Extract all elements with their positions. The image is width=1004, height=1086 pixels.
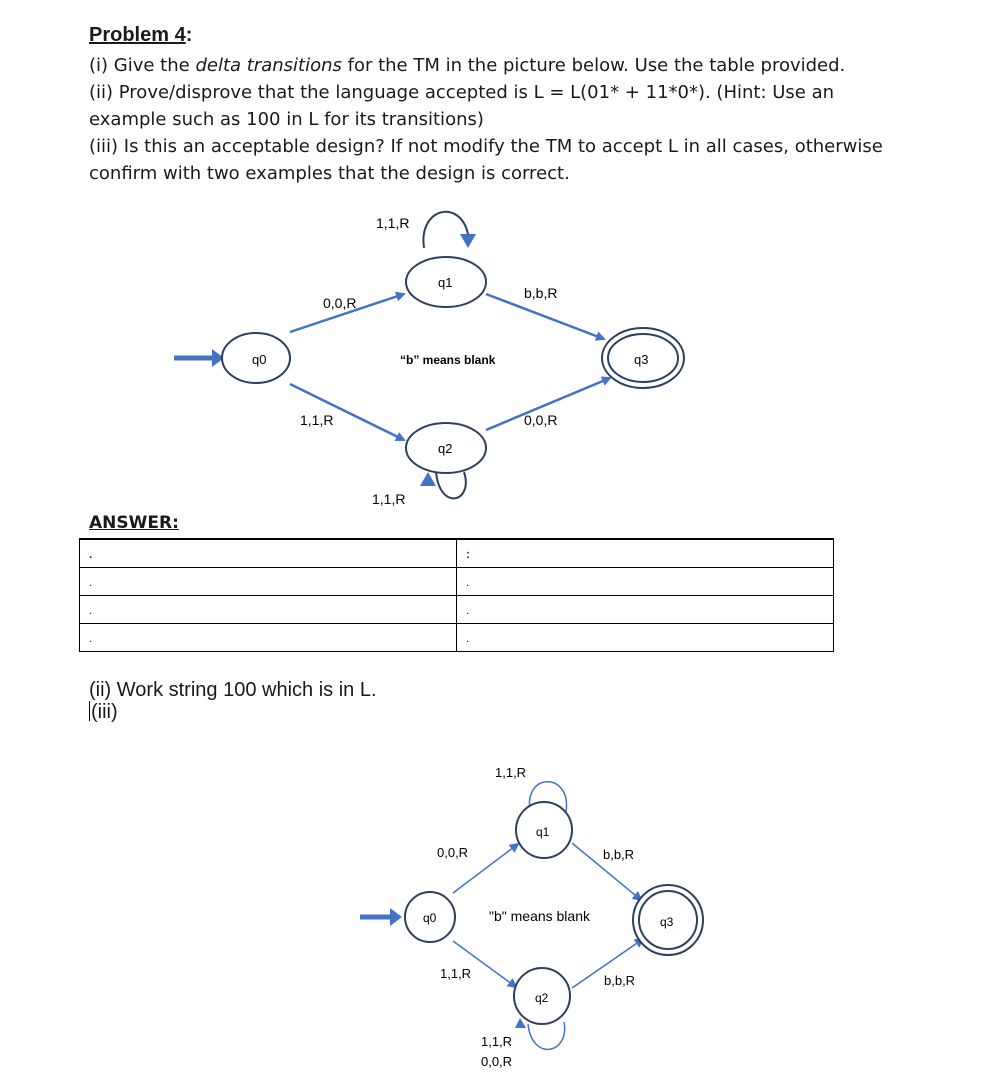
start-arrowhead [390,908,402,926]
table-row [80,624,834,652]
question-part-ii-cont: example such as 100 in L for its transitions) [89,109,484,130]
loop-q1 [423,212,468,248]
label-q2-q3: 0,0,R [524,412,558,428]
question-part-i: (i) Give the delta transitions for the TM in the picture below. Use the table provided. [89,55,846,76]
table-cell[interactable]: : [457,539,834,568]
problem-title: Problem 4: [89,24,193,46]
state-label-q3: q3 [660,915,674,929]
work-text[interactable] [89,679,377,723]
label-q0-q1: 0,0,R [437,845,469,860]
table-cell[interactable]: . [80,568,457,596]
text-cursor [89,701,90,721]
loop-q1-arrowhead [460,234,476,248]
label-q0-q2: 1,1,R [440,966,472,981]
table-cell[interactable]: . [80,539,457,568]
answer-label: ANSWER: [89,513,179,533]
question-part-iii-cont: confirm with two examples that the design is correct. [89,163,570,184]
table-row [80,596,834,624]
label-q1-loop: 1,1,R [376,215,410,231]
question-part-iii: (iii) Is this an acceptable design? If not modify the TM to accept L in all cases, otherwise [89,136,883,157]
loop-q2 [436,472,466,498]
label-q1-q3: b,b,R [524,285,558,301]
label-q2-loop-1: 1,1,R [481,1034,513,1049]
table-row [80,539,834,568]
table-cell[interactable]: . [457,596,834,624]
table-cell[interactable]: . [457,568,834,596]
tm-diagram-original [0,190,1004,520]
blank-note: “b” means blank [400,353,496,367]
label-q2-q3: b,b,R [604,973,636,988]
table-cell[interactable]: . [80,596,457,624]
label-q1-q3: b,b,R [603,847,635,862]
state-label-q3: q3 [634,352,649,367]
work-line-ii: (ii) Work string 100 which is in L. [89,679,377,701]
delta-transition-table [79,538,834,652]
state-label-q1: q1 [536,825,550,839]
state-label-q0: q0 [252,352,267,367]
loop-q2-arrowhead [420,472,436,486]
table-cell[interactable]: . [457,624,834,652]
label-q2-loop-2: 0,0,R [481,1054,513,1069]
label-q2-loop: 1,1,R [372,491,406,507]
question-part-ii: (ii) Prove/disprove that the language accepted is L = L(01* + 11*0*). (Hint: Use an [89,82,835,103]
work-line-iii: (iii) [91,701,118,723]
tm-diagram-modified [0,760,1004,1086]
label-q0-q1: 0,0,R [323,295,357,311]
label-q0-q2: 1,1,R [300,412,334,428]
state-label-q2: q2 [438,441,453,456]
state-label-q1: q1 [438,275,453,290]
table-cell[interactable]: . [80,624,457,652]
loop-q2 [528,1022,565,1049]
blank-note: "b" means blank [489,908,590,924]
table-row [80,568,834,596]
loop-q2-arrowhead [515,1018,526,1028]
state-label-q0: q0 [423,911,437,925]
label-q1-loop: 1,1,R [495,765,527,780]
state-label-q2: q2 [535,991,549,1005]
